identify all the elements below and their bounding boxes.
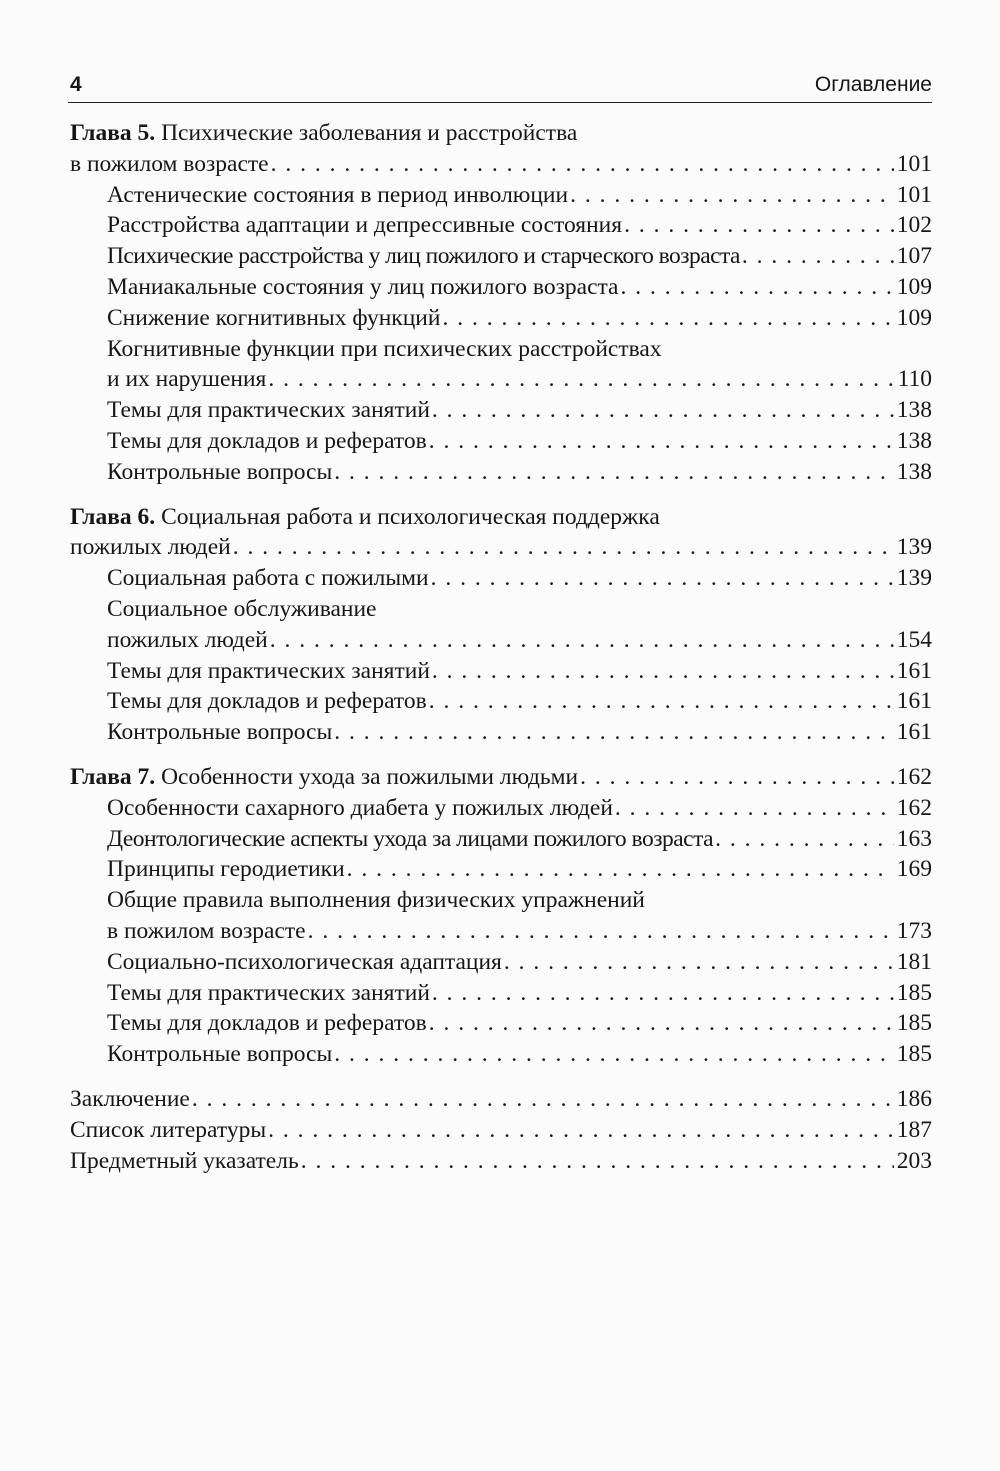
- page-ref: 101: [896, 150, 932, 177]
- page-ref: 139: [896, 565, 932, 592]
- page-ref: 161: [896, 688, 932, 715]
- dot-leader: [620, 272, 893, 303]
- page-ref: 101: [896, 181, 932, 208]
- page-ref: 110: [897, 366, 932, 393]
- entry-title: Контрольные вопросы: [107, 458, 333, 485]
- entry-title: Социально-психологическая адаптация: [107, 948, 502, 975]
- toc-entry[interactable]: [107, 686, 932, 717]
- page-ref: 102: [896, 212, 932, 239]
- entry-title: Снижение когнитивных функций: [107, 304, 441, 331]
- toc-entry[interactable]: [107, 947, 932, 978]
- page-ref: 107: [896, 243, 932, 270]
- entry-title: Принципы геродиетики: [107, 856, 345, 883]
- entry-title: Темы для докладов и рефератов: [107, 688, 427, 715]
- dot-leader: [429, 1008, 894, 1039]
- toc-entry[interactable]: [107, 1039, 932, 1070]
- entry-title: Особенности сахарного диабета у пожилых людей: [107, 794, 613, 821]
- entry-title: Темы для практических занятий: [107, 979, 430, 1006]
- chapter-title: Социальная работа и психологическая поддержка: [161, 503, 660, 530]
- chapter-title-continued: в пожилом возрасте: [70, 150, 269, 177]
- entry-title-continued: и их нарушения: [107, 366, 267, 393]
- entry-title: Деонтологические аспекты ухода за лицами пожилого возраста: [107, 825, 714, 852]
- toc-entry[interactable]: [107, 241, 932, 272]
- chapter-5-heading[interactable]: [70, 118, 932, 180]
- dot-leader: [301, 1146, 894, 1177]
- entry-title: Социальная работа с пожилыми: [107, 565, 429, 592]
- dot-leader: [715, 824, 894, 855]
- chapter-7: [70, 762, 932, 1070]
- dot-leader: [429, 426, 894, 457]
- page-ref: 185: [896, 979, 932, 1006]
- running-title: Оглавление: [814, 73, 932, 96]
- page-ref: 185: [896, 1010, 932, 1037]
- page-ref: 169: [896, 856, 932, 883]
- entry-title-continued: пожилых людей: [107, 626, 268, 653]
- dot-leader: [431, 563, 894, 594]
- page-ref: 186: [896, 1085, 932, 1112]
- page-number: 4: [70, 73, 82, 96]
- entry-title: Темы для докладов и рефератов: [107, 1010, 427, 1037]
- page-ref: 109: [896, 304, 932, 331]
- dot-leader: [233, 532, 894, 563]
- toc-entry[interactable]: [107, 594, 932, 656]
- page-ref: 173: [896, 917, 932, 944]
- toc-entry[interactable]: [107, 656, 932, 687]
- page-ref: 163: [896, 825, 932, 852]
- page-ref: 187: [896, 1116, 932, 1143]
- entry-title: Психические расстройства у лиц пожилого и старческого возраста: [107, 243, 740, 270]
- dot-leader: [270, 625, 894, 656]
- chapter-title-continued: пожилых людей: [70, 534, 231, 561]
- entry-title: Контрольные вопросы: [107, 1041, 333, 1068]
- toc-entry[interactable]: [107, 457, 932, 488]
- dot-leader: [192, 1084, 894, 1115]
- toc-entry[interactable]: [107, 824, 932, 855]
- entry-title: Маниакальные состояния у лиц пожилого возраста: [107, 273, 619, 300]
- toc-entry[interactable]: [107, 978, 932, 1009]
- toc-entry-references[interactable]: [70, 1115, 932, 1146]
- dot-leader: [268, 364, 894, 395]
- toc-entry[interactable]: [107, 303, 932, 334]
- chapter-title: Особенности ухода за пожилыми людьми: [161, 763, 579, 790]
- toc-entry[interactable]: [107, 180, 932, 211]
- page-ref: 138: [896, 427, 932, 454]
- page-ref: 138: [896, 397, 932, 424]
- page-ref: 181: [896, 948, 932, 975]
- dot-leader: [570, 180, 894, 211]
- dot-leader: [504, 947, 894, 978]
- entry-title: Список литературы: [70, 1116, 267, 1143]
- dot-leader: [442, 303, 893, 334]
- chapter-label: Глава 5.: [70, 120, 156, 146]
- toc-entry[interactable]: [107, 885, 932, 947]
- entry-title: Когнитивные функции при психических расстройствах: [107, 335, 662, 362]
- dot-leader: [271, 149, 894, 180]
- toc-entry[interactable]: [107, 793, 932, 824]
- entry-title-continued: в пожилом возрасте: [107, 917, 306, 944]
- toc-entry[interactable]: [107, 563, 932, 594]
- chapter-6-heading[interactable]: [70, 502, 932, 564]
- toc-entry[interactable]: [107, 210, 932, 241]
- dot-leader: [624, 210, 894, 241]
- dot-leader: [334, 1039, 893, 1070]
- page-ref: 154: [896, 626, 932, 653]
- dot-leader: [580, 762, 894, 793]
- entry-title: Темы для докладов и рефератов: [107, 427, 427, 454]
- page-ref: 162: [896, 763, 932, 790]
- toc-entry[interactable]: [107, 334, 932, 396]
- dot-leader: [432, 656, 894, 687]
- page-ref: 161: [896, 719, 932, 746]
- running-head: [68, 70, 932, 103]
- toc-entry-conclusion[interactable]: [70, 1084, 932, 1115]
- dot-leader: [429, 686, 894, 717]
- page-ref: 109: [896, 273, 932, 300]
- dot-leader: [432, 978, 894, 1009]
- page-ref: 185: [896, 1041, 932, 1068]
- page-ref: 138: [896, 458, 932, 485]
- chapter-6: [70, 502, 932, 748]
- entry-title: Контрольные вопросы: [107, 719, 333, 746]
- entry-title: Расстройства адаптации и депрессивные состояния: [107, 212, 623, 239]
- entry-title: Темы для практических занятий: [107, 657, 430, 684]
- chapter-label: Глава 7.: [70, 763, 156, 790]
- dot-leader: [334, 457, 893, 488]
- chapter-label: Глава 6.: [70, 503, 156, 530]
- page-ref: 203: [896, 1147, 932, 1174]
- toc-entry[interactable]: [107, 717, 932, 748]
- chapter-title: Психические заболевания и расстройства: [161, 120, 578, 146]
- toc-entry[interactable]: [107, 426, 932, 457]
- entry-title: Социальное обслуживание: [107, 595, 377, 622]
- toc-entry[interactable]: [107, 395, 932, 426]
- chapter-5: [70, 118, 932, 488]
- toc-entry[interactable]: [107, 854, 932, 885]
- page-ref: 161: [896, 657, 932, 684]
- entry-title: Темы для практических занятий: [107, 397, 430, 424]
- entry-title: Предметный указатель: [70, 1147, 299, 1174]
- dot-leader: [742, 241, 894, 272]
- entry-title: Астенические состояния в период инволюции: [107, 181, 569, 208]
- page-ref: 139: [896, 534, 932, 561]
- dot-leader: [308, 916, 894, 947]
- dot-leader: [334, 717, 893, 748]
- dot-leader: [347, 854, 894, 885]
- back-matter: [70, 1084, 932, 1176]
- entry-title: Общие правила выполнения физических упражнений: [107, 887, 645, 914]
- dot-leader: [268, 1115, 894, 1146]
- toc-entry[interactable]: [107, 272, 932, 303]
- dot-leader: [615, 793, 894, 824]
- page-ref: 162: [896, 794, 932, 821]
- toc-entry[interactable]: [107, 1008, 932, 1039]
- chapter-7-heading[interactable]: [70, 762, 932, 793]
- dot-leader: [432, 395, 894, 426]
- entry-title: Заключение: [70, 1085, 190, 1112]
- toc-entry-subject-index[interactable]: [70, 1146, 932, 1177]
- table-of-contents: [70, 118, 932, 1190]
